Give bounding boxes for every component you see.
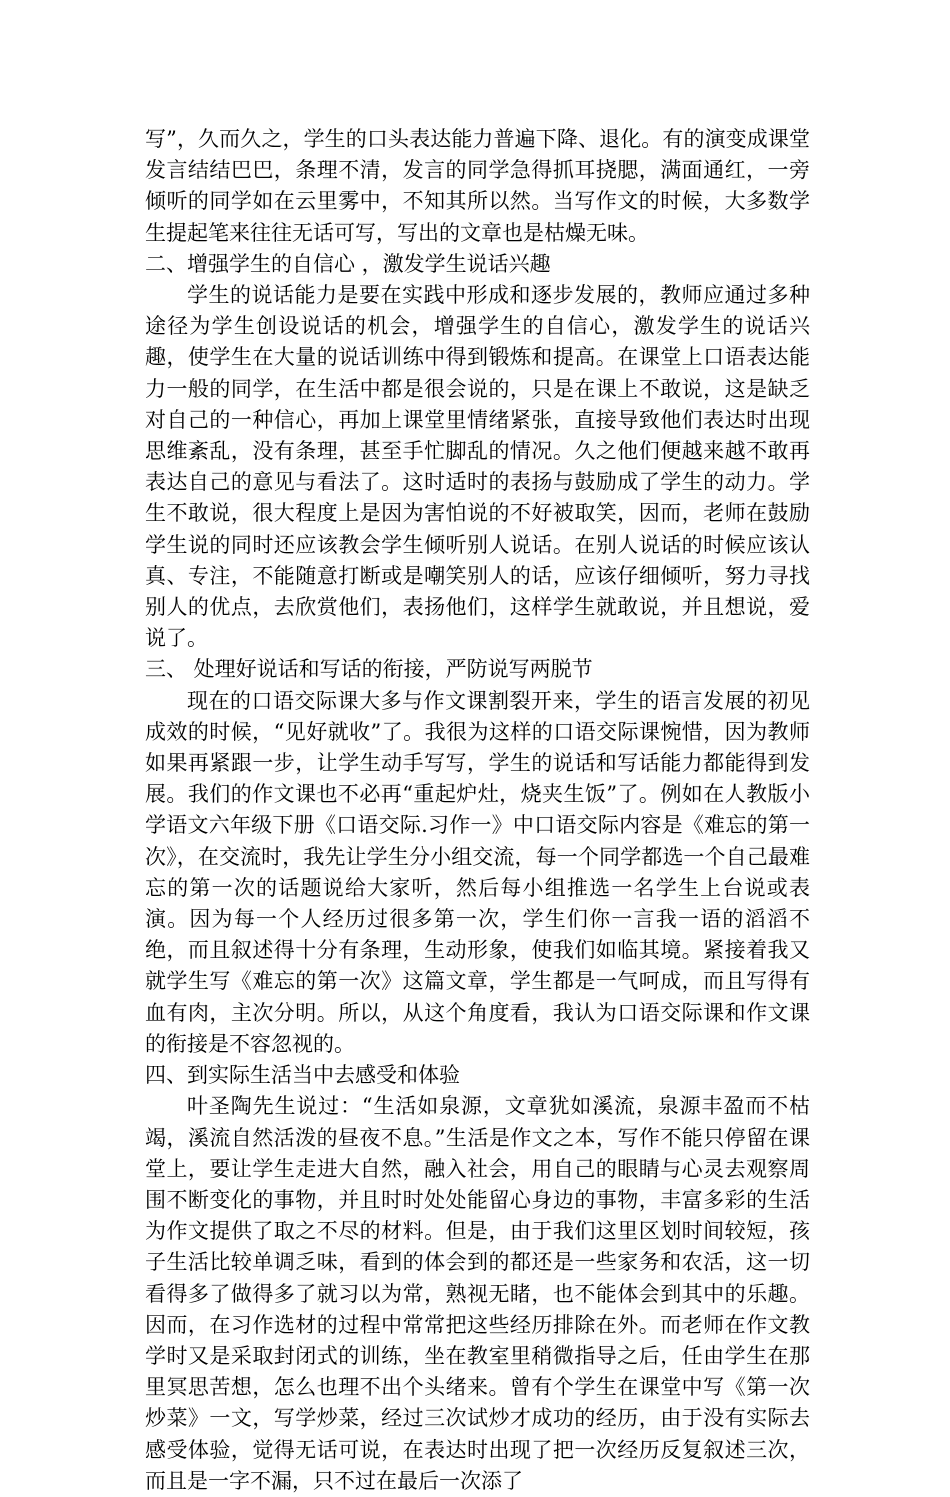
paragraph: 叶圣陶先生说过：“生活如泉源，文章犹如溪流，泉源丰盈而不枯竭，溪流自然活泼的昼夜不息。”生活是作文之本，写作不能只停留在课堂上，要让学生走进大自然，融入社会，用自己的眼睛与心灵去观察周围不断变化的事物，并且时时处处能留心身边的事物，丰富多彩的生活为作文提供了取之不尽的材料。但是，由于我们这里区划时间较短，孩子生活比较单调乏味，看到的体会到的都还是一些家务和农活，这一切看得多了做得多了就习以为常，熟视无睹，也不能体会到其中的乐趣。因而，在习作选材的过程中常常把这些经历排除在外。而老师在作文教学时又是采取封闭式的训练，坐在教室里稍微指导之后，任由学生在那里冥思苦想，怎么也理不出个头绪来。曾有个学生在课堂中写《第一次炒菜》一文，写学炒菜，经过三次试炒才成功的经历，由于没有实际去感受体验，觉得无话可说，在表达时出现了把一次经历反复叙述三次，而且是一字不漏，只不过在最后一次添了	[145, 1094, 810, 1493]
paragraph: 学生的说话能力是要在实践中形成和逐步发展的，教师应通过多种途径为学生创设说话的机会，增强学生的自信心，激发学生的说话兴趣，使学生在大量的说话训练中得到锻炼和提高。在课堂上口语表达能力一般的同学，在生活中都是很会说的，只是在课上不敢说，这是缺乏对自己的一种信心，再加上课堂里情绪紧张，直接导致他们表达时出现思维紊乱，没有条理，甚至手忙脚乱的情况。久之他们便越来越不敢再表达自己的意见与看法了。这时适时的表扬与鼓励成了学生的动力。学生不敢说，很大程度上是因为害怕说的不好被取笑，因而，老师在鼓励学生说的同时还应该教会学生倾听别人说话。在别人说话的时候应该认真、专注，不能随意打断或是嘲笑别人的话，应该仔细倾听，努力寻找别人的优点，去欣赏他们，表扬他们，这样学生就敢说，并且想说，爱说了。	[145, 283, 810, 651]
section-heading-2: 二、增强学生的自信心 ，激发学生说话兴趣	[145, 251, 551, 276]
section-heading-3: 三、 处理好说话和写话的衔接，严防说写两脱节	[145, 657, 593, 682]
section-heading-4: 四、到实际生活当中去感受和体验	[145, 1063, 460, 1088]
document-body	[145, 124, 810, 1497]
paragraph: 现在的口语交际课大多与作文课割裂开来，学生的语言发展的初见成效的时候，“见好就收”了。我很为这样的口语交际课惋惜，因为教师如果再紧跟一步，让学生动手写写，学生的说话和写话能力都能得到发展。我们的作文课也不必再“重起炉灶，烧夹生饭”了。例如在人教版小学语文六年级下册《口语交际.习作一》中口语交际内容是《难忘的第一次》，在交流时，我先让学生分小组交流，每一个同学都选一个自己最难忘的第一次的话题说给大家听，然后每小组推选一名学生上台说或表演。因为每一个人经历过很多第一次，学生们你一言我一语的滔滔不绝，而且叙述得十分有条理，生动形象，使我们如临其境。紧接着我又就学生写《难忘的第一次》这篇文章，学生都是一气呵成，而且写得有血有肉，主次分明。所以，从这个角度看，我认为口语交际课和作文课的衔接是不容忽视的。	[145, 688, 810, 1056]
paragraph-continued: 写”，久而久之，学生的口头表达能力普遍下降、退化。有的演变成课堂发言结结巴巴，条理不清，发言的同学急得抓耳挠腮，满面通红，一旁倾听的同学如在云里雾中，不知其所以然。当写作文的时候，大多数学生提起笔来往往无话可写，写出的文章也是枯燥无味。	[145, 127, 810, 245]
